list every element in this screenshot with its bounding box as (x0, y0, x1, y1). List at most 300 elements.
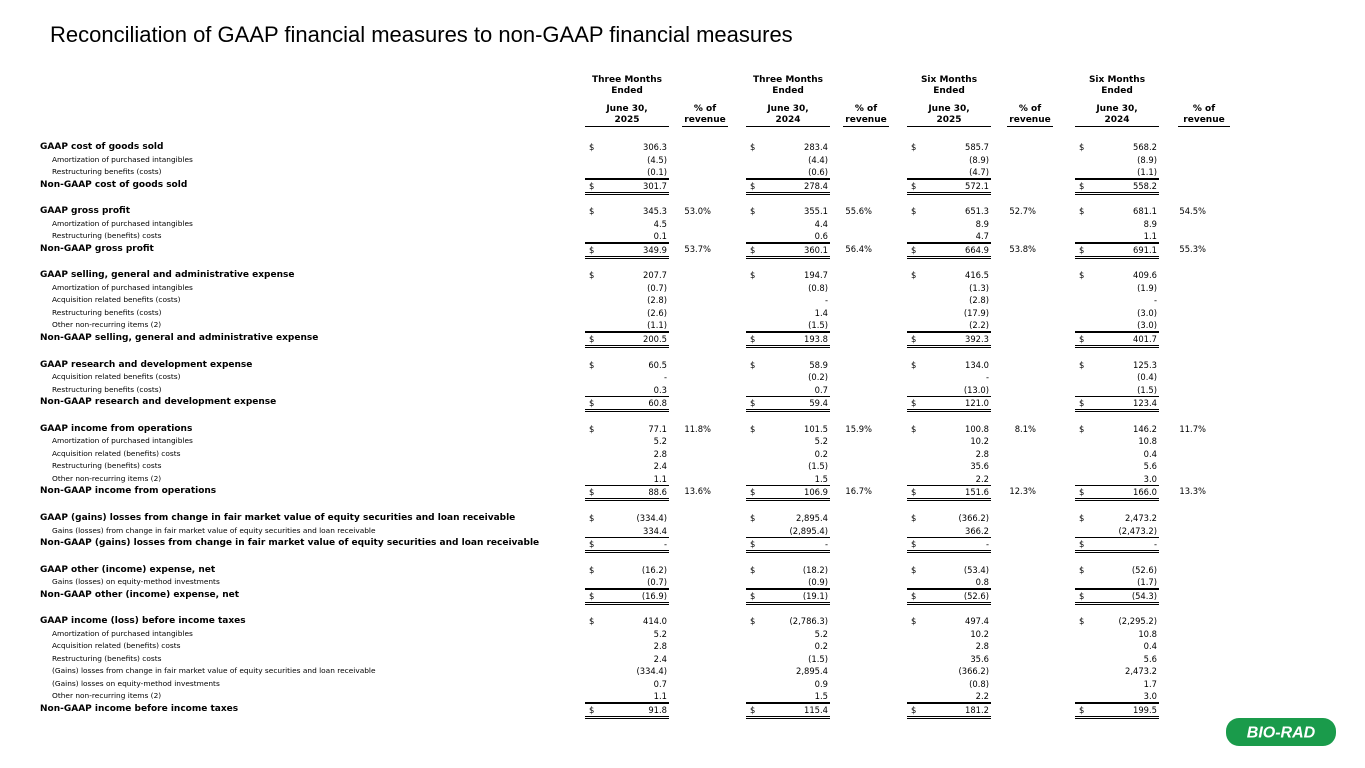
currency-symbol: $ (589, 539, 595, 549)
table-row (0, 359, 1365, 372)
value-cell (585, 485, 669, 501)
header-date-4 (1075, 104, 1159, 127)
value-number: (4.7) (969, 167, 989, 177)
header-period-4-line2: Ended (1101, 86, 1133, 96)
value-number: 166.0 (1133, 487, 1157, 498)
value-number: 278.4 (804, 180, 828, 191)
value-number: 0.1 (653, 231, 667, 242)
value-cell (907, 665, 991, 677)
row-label: Non-GAAP other (income) expense, net (40, 589, 240, 600)
value-cell (1075, 154, 1159, 166)
value-cell (585, 435, 669, 447)
value-number: 5.2 (653, 628, 667, 639)
value-cell (1075, 141, 1159, 153)
value-number: - (1153, 295, 1157, 306)
currency-symbol: $ (911, 398, 917, 409)
value-cell (1075, 396, 1159, 412)
currency-symbol: $ (589, 270, 595, 281)
row-label: Restructuring (benefits) costs (52, 231, 162, 241)
currency-symbol: $ (750, 206, 756, 217)
value-number: 101.5 (804, 423, 828, 434)
header-date-1-line1: June 30, (606, 104, 648, 114)
value-cell (1075, 640, 1159, 652)
value-number: 5.2 (814, 628, 828, 639)
value-number: 10.2 (970, 628, 989, 639)
row-label: GAAP selling, general and administrative expense (40, 270, 295, 281)
header-pct-4-line2: revenue (1183, 115, 1225, 125)
value-number: (1.5) (1137, 384, 1157, 395)
value-number: (1.9) (1137, 282, 1157, 293)
value-cell (585, 615, 669, 627)
row-label: Gains (losses) from change in fair market value of equity securities and loan receivable (52, 525, 376, 535)
value-number: (366.2) (958, 513, 989, 523)
value-cell (1075, 435, 1159, 447)
value-cell (907, 205, 991, 217)
value-number: (334.4) (636, 666, 667, 677)
value-number: 558.2 (1133, 180, 1157, 191)
header-date-3-line2: 2025 (936, 115, 962, 125)
table-row (0, 307, 1365, 320)
value-cell (907, 640, 991, 652)
value-cell (585, 319, 669, 332)
value-number: (2.8) (647, 295, 667, 306)
value-cell (746, 690, 830, 703)
value-number: 0.4 (1143, 448, 1157, 459)
value-number: 8.9 (1143, 218, 1157, 229)
currency-symbol: $ (589, 206, 595, 217)
row-label: Non-GAAP income before income taxes (40, 703, 239, 714)
value-cell (585, 359, 669, 371)
value-cell (746, 615, 830, 627)
value-cell (585, 589, 669, 605)
value-number: 193.8 (804, 333, 828, 344)
value-cell (746, 179, 830, 195)
value-cell (1075, 703, 1159, 719)
value-number: (3.0) (1137, 320, 1157, 331)
currency-symbol: $ (911, 206, 917, 217)
value-number: 59.4 (809, 398, 828, 409)
value-cell (746, 243, 830, 259)
currency-symbol: $ (589, 142, 595, 152)
row-label: GAAP cost of goods sold (40, 142, 164, 152)
value-number: (13.0) (963, 384, 989, 395)
value-cell (907, 703, 991, 719)
value-number: - (824, 295, 828, 306)
value-cell (907, 154, 991, 166)
value-cell (1075, 460, 1159, 472)
value-number: (1.1) (647, 320, 667, 331)
table-row (0, 703, 1365, 716)
value-cell (585, 460, 669, 472)
value-number: 0.9 (814, 678, 828, 689)
value-number: 2.8 (653, 641, 667, 652)
value-number: (0.7) (647, 577, 667, 588)
value-cell (585, 269, 669, 281)
currency-symbol: $ (1079, 206, 1085, 217)
value-cell (585, 141, 669, 153)
row-label: Amortization of purchased intangibles (52, 628, 193, 638)
currency-symbol: $ (911, 333, 917, 344)
logo-text: BIO-RAD (1246, 724, 1316, 742)
value-number: 4.5 (653, 218, 667, 229)
row-label: Amortization of purchased intangibles (52, 218, 193, 228)
currency-symbol: $ (589, 398, 595, 409)
header-pct-3-line2: revenue (1009, 115, 1051, 125)
value-cell (1075, 269, 1159, 281)
value-number: 409.6 (1133, 270, 1157, 281)
header-date-3 (907, 104, 991, 127)
row-label: Acquisition related benefits (costs) (52, 372, 181, 382)
value-cell (907, 294, 991, 306)
currency-symbol: $ (750, 513, 756, 523)
currency-symbol: $ (911, 244, 917, 255)
percent-of-revenue: 52.7% (1009, 206, 1036, 217)
currency-symbol: $ (1079, 487, 1085, 498)
value-number: 0.7 (653, 678, 667, 689)
currency-symbol: $ (1079, 359, 1085, 370)
table-row (0, 460, 1365, 473)
value-cell (585, 332, 669, 348)
value-cell (746, 460, 830, 472)
value-cell (585, 154, 669, 166)
value-cell (1075, 205, 1159, 217)
value-cell (907, 690, 991, 703)
value-cell (585, 423, 669, 435)
value-cell (907, 473, 991, 486)
value-cell (585, 396, 669, 412)
value-number: 1.7 (1143, 678, 1157, 689)
value-number: - (1153, 539, 1157, 549)
value-number: 2.4 (653, 461, 667, 472)
value-number: (2,473.2) (1118, 525, 1157, 536)
value-number: 0.6 (814, 231, 828, 242)
value-number: 392.3 (965, 333, 989, 344)
header-period-1-line1: Three Months (592, 75, 662, 85)
value-cell (907, 319, 991, 332)
row-label: Other non-recurring items (2) (52, 320, 162, 330)
currency-symbol: $ (911, 564, 917, 575)
value-cell (1075, 230, 1159, 243)
value-number: (0.2) (808, 372, 828, 383)
value-number: 360.1 (804, 244, 828, 255)
row-label: GAAP income (loss) before income taxes (40, 616, 246, 627)
row-label: Non-GAAP income from operations (40, 486, 217, 497)
value-cell (1075, 166, 1159, 179)
value-cell (746, 141, 830, 153)
value-cell (1075, 690, 1159, 703)
value-cell (746, 678, 830, 690)
value-cell (746, 307, 830, 319)
value-number: 5.6 (1143, 461, 1157, 472)
header-date-3-line1: June 30, (928, 104, 970, 114)
value-cell (746, 435, 830, 447)
currency-symbol: $ (750, 398, 756, 409)
value-number: 1.1 (653, 691, 667, 702)
currency-symbol: $ (1079, 423, 1085, 434)
row-label: Amortization of purchased intangibles (52, 282, 193, 292)
value-cell (907, 537, 991, 553)
percent-of-revenue: 13.3% (1179, 486, 1206, 497)
value-number: 125.3 (1133, 359, 1157, 370)
value-cell (746, 282, 830, 294)
value-cell (585, 307, 669, 319)
value-number: 0.2 (814, 448, 828, 459)
currency-symbol: $ (911, 704, 917, 715)
value-number: 2.2 (975, 473, 989, 484)
value-number: 691.1 (1133, 244, 1157, 255)
value-number: (2.2) (969, 320, 989, 331)
header-period-4 (1075, 75, 1159, 97)
value-number: 366.2 (965, 525, 989, 536)
row-label: Non-GAAP research and development expense (40, 397, 277, 408)
value-number: 181.2 (965, 704, 989, 715)
table-row (0, 485, 1365, 498)
value-number: 283.4 (804, 142, 828, 152)
value-number: (2,786.3) (789, 616, 828, 627)
currency-symbol: $ (750, 270, 756, 281)
value-number: (54.3) (1131, 590, 1157, 601)
value-cell (1075, 319, 1159, 332)
header-period-3-line2: Ended (933, 86, 965, 96)
value-number: (17.9) (963, 307, 989, 318)
value-cell (1075, 282, 1159, 294)
value-cell (907, 359, 991, 371)
value-cell (907, 628, 991, 640)
currency-symbol: $ (750, 423, 756, 434)
value-cell (585, 690, 669, 703)
value-number: 349.9 (643, 244, 667, 255)
value-cell (907, 435, 991, 447)
value-number: 121.0 (965, 398, 989, 409)
table-row (0, 294, 1365, 307)
value-cell (585, 448, 669, 460)
value-number: 115.4 (804, 704, 828, 715)
value-cell (907, 218, 991, 230)
value-cell (1075, 653, 1159, 665)
value-number: 355.1 (804, 206, 828, 217)
value-number: 2.2 (975, 691, 989, 702)
table-row (0, 384, 1365, 397)
value-number: 0.3 (653, 384, 667, 395)
currency-symbol: $ (750, 180, 756, 191)
table-row (0, 205, 1365, 218)
percent-of-revenue: 55.3% (1179, 243, 1206, 254)
value-number: 2.8 (653, 448, 667, 459)
currency-symbol: $ (750, 704, 756, 715)
value-cell (746, 640, 830, 652)
value-cell (585, 653, 669, 665)
currency-symbol: $ (589, 244, 595, 255)
table-row (0, 218, 1365, 231)
table-row (0, 154, 1365, 167)
value-number: 414.0 (643, 616, 667, 627)
currency-symbol: $ (1079, 704, 1085, 715)
value-number: (1.1) (1137, 167, 1157, 177)
table-row (0, 589, 1365, 602)
row-label: Restructuring (benefits) costs (52, 653, 162, 663)
value-cell (746, 665, 830, 677)
currency-symbol: $ (589, 704, 595, 715)
value-cell (907, 179, 991, 195)
table-row (0, 615, 1365, 628)
value-number: 651.3 (965, 206, 989, 217)
value-cell (907, 525, 991, 538)
table-row (0, 537, 1365, 550)
header-pct-2-line2: revenue (845, 115, 887, 125)
value-number: 0.2 (814, 641, 828, 652)
row-label: Amortization of purchased intangibles (52, 436, 193, 446)
header-date-4-line2: 2024 (1104, 115, 1130, 125)
value-cell (585, 205, 669, 217)
percent-of-revenue: 15.9% (845, 423, 872, 434)
percent-of-revenue: 11.7% (1179, 423, 1206, 434)
value-cell (907, 678, 991, 690)
value-cell (1075, 448, 1159, 460)
value-number: (334.4) (636, 513, 667, 523)
value-cell (585, 564, 669, 576)
row-label: Acquisition related benefits (costs) (52, 295, 181, 305)
value-number: 4.4 (814, 218, 828, 229)
table-row (0, 319, 1365, 332)
header-pct-4-line1: % of (1192, 104, 1216, 114)
value-cell (907, 384, 991, 397)
value-cell (1075, 243, 1159, 259)
value-cell (907, 282, 991, 294)
currency-symbol: $ (589, 590, 595, 601)
value-number: 1.5 (814, 473, 828, 484)
value-number: (16.9) (641, 590, 667, 601)
header-period-4-line1: Six Months (1088, 75, 1146, 85)
value-cell (746, 332, 830, 348)
value-number: 4.7 (975, 231, 989, 242)
value-cell (907, 423, 991, 435)
percent-of-revenue: 56.4% (845, 243, 872, 254)
currency-symbol: $ (1079, 398, 1085, 409)
header-date-2-line2: 2024 (775, 115, 801, 125)
value-cell (907, 576, 991, 589)
header-period-2-line2: Ended (772, 86, 804, 96)
row-label: Non-GAAP gross profit (40, 243, 154, 254)
value-number: 681.1 (1133, 206, 1157, 217)
value-cell (746, 359, 830, 371)
value-number: (366.2) (958, 666, 989, 677)
table-row (0, 665, 1365, 678)
row-label: (Gains) losses from change in fair market value of equity securities and loan receivable (52, 666, 376, 676)
value-number: 334.4 (643, 525, 667, 536)
value-cell (907, 396, 991, 412)
value-number: (4.5) (647, 154, 667, 165)
value-cell (907, 589, 991, 605)
value-number: 301.7 (643, 180, 667, 191)
table-row (0, 332, 1365, 345)
value-number: (1.7) (1137, 577, 1157, 588)
value-number: 100.8 (965, 423, 989, 434)
value-cell (907, 269, 991, 281)
value-number: (3.0) (1137, 307, 1157, 318)
value-number: 2,895.4 (796, 666, 828, 677)
value-cell (1075, 218, 1159, 230)
value-number: (0.8) (808, 282, 828, 293)
value-number: 199.5 (1133, 704, 1157, 715)
value-number: 8.9 (975, 218, 989, 229)
table-row (0, 564, 1365, 577)
value-cell (1075, 512, 1159, 524)
table-row (0, 448, 1365, 461)
header-period-1-line2: Ended (611, 86, 643, 96)
value-cell (746, 576, 830, 589)
table-row (0, 690, 1365, 703)
currency-symbol: $ (911, 359, 917, 370)
value-number: 5.2 (814, 436, 828, 447)
header-date-2-line1: June 30, (767, 104, 809, 114)
value-cell (585, 628, 669, 640)
value-number: (2,295.2) (1118, 616, 1157, 627)
row-label: Non-GAAP selling, general and administrative expense (40, 332, 319, 343)
row-label: Gains (losses) on equity-method investments (52, 577, 220, 587)
value-number: (4.4) (808, 154, 828, 165)
value-cell (746, 525, 830, 538)
currency-symbol: $ (589, 359, 595, 370)
table-row (0, 371, 1365, 384)
value-cell (746, 485, 830, 501)
row-label: (Gains) losses on equity-method investments (52, 678, 220, 688)
value-number: 10.2 (970, 436, 989, 447)
bio-rad-logo (1226, 718, 1336, 746)
currency-symbol: $ (750, 359, 756, 370)
value-cell (1075, 537, 1159, 553)
value-number: 0.4 (1143, 641, 1157, 652)
value-number: 568.2 (1133, 142, 1157, 152)
value-cell (907, 141, 991, 153)
header-pct-4 (1178, 104, 1230, 127)
percent-of-revenue: 12.3% (1009, 486, 1036, 497)
value-cell (907, 230, 991, 243)
value-number: (18.2) (802, 564, 828, 575)
currency-symbol: $ (911, 270, 917, 281)
value-cell (907, 307, 991, 319)
value-number: (19.1) (802, 590, 828, 601)
value-cell (746, 218, 830, 230)
header-pct-1 (682, 104, 728, 127)
value-number: (16.2) (641, 564, 667, 575)
table-row (0, 435, 1365, 448)
value-cell (585, 512, 669, 524)
row-label: GAAP income from operations (40, 423, 193, 434)
value-cell (1075, 589, 1159, 605)
value-number: 151.6 (965, 487, 989, 498)
percent-of-revenue: 13.6% (684, 486, 711, 497)
value-cell (1075, 179, 1159, 195)
value-number: 0.7 (814, 384, 828, 395)
value-cell (1075, 384, 1159, 397)
currency-symbol: $ (911, 142, 917, 152)
header-pct-1-line2: revenue (684, 115, 726, 125)
currency-symbol: $ (1079, 513, 1085, 523)
value-number: 572.1 (965, 180, 989, 191)
value-cell (585, 473, 669, 486)
value-number: 134.0 (965, 359, 989, 370)
table-row (0, 141, 1365, 154)
value-cell (585, 179, 669, 195)
header-period-1 (585, 75, 669, 97)
value-cell (746, 294, 830, 306)
value-cell (1075, 332, 1159, 348)
currency-symbol: $ (1079, 142, 1085, 152)
value-cell (1075, 576, 1159, 589)
row-label: Non-GAAP (gains) losses from change in fair market value of equity securities and loan receivable (40, 538, 540, 548)
value-cell (907, 615, 991, 627)
header-pct-2 (843, 104, 889, 127)
